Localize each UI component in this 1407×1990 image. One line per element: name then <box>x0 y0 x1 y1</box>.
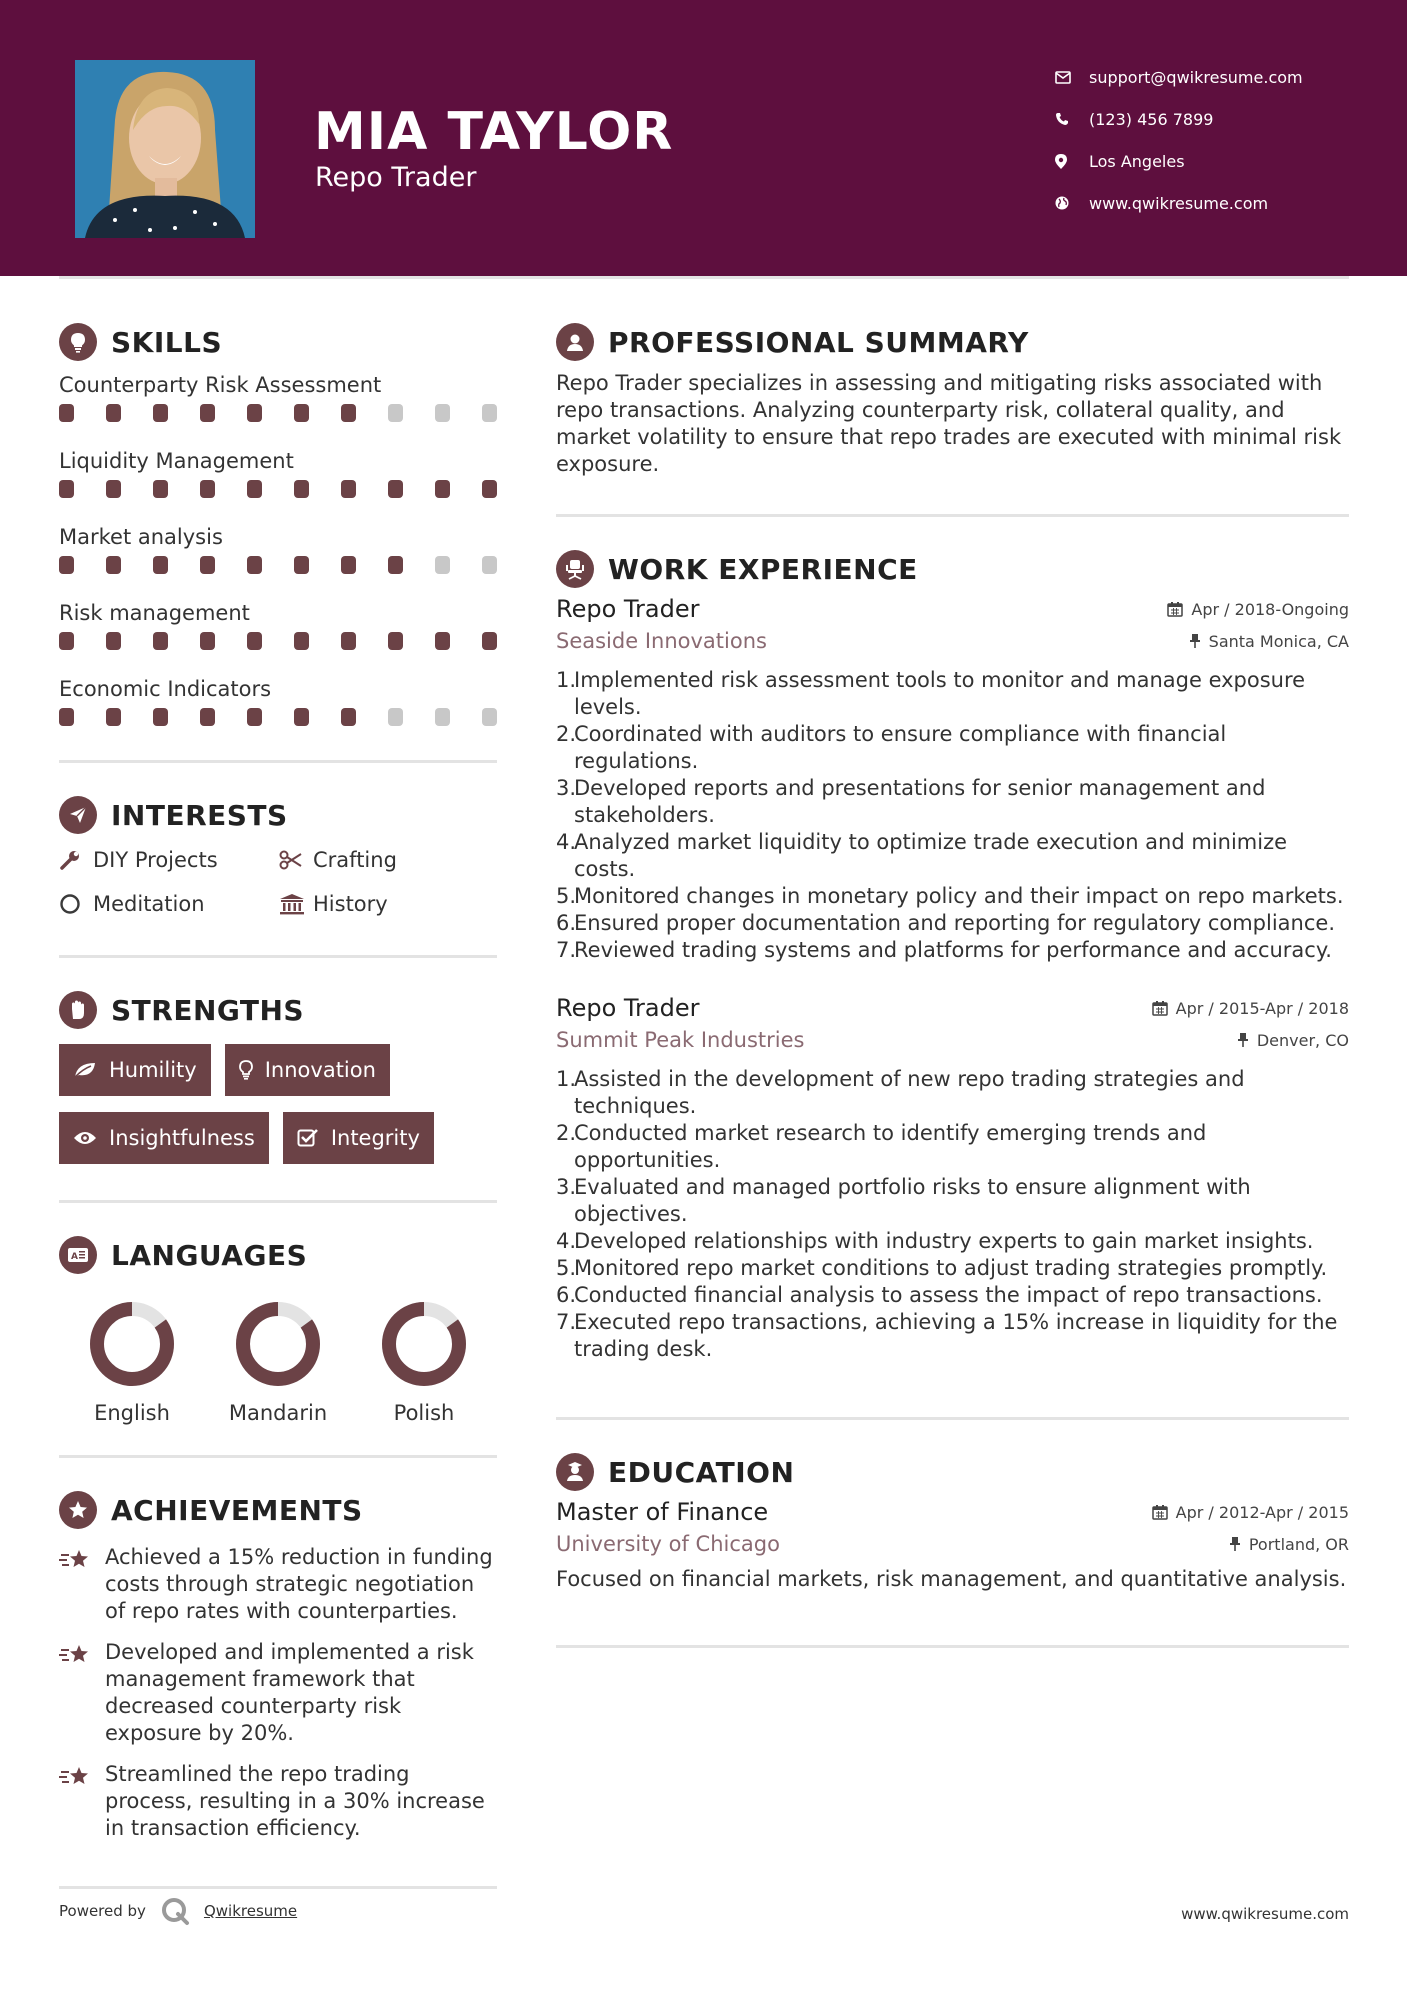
language-proficiency-ring <box>381 1301 467 1387</box>
job-bullets <box>556 667 1349 964</box>
envelope-icon <box>1055 71 1089 84</box>
job-bullet: 1. Assisted in the development of new repo trading strategies and techniques. <box>556 1067 1245 1118</box>
strength-label: Humility <box>109 1058 197 1082</box>
skill-dot-filled <box>341 556 356 574</box>
strength-label: Insightfulness <box>109 1126 255 1150</box>
job-company: Summit Peak Industries <box>556 1028 805 1052</box>
skill-dot-filled <box>482 480 497 498</box>
skill-dot-filled <box>294 632 309 650</box>
language-name: Mandarin <box>228 1401 328 1425</box>
skill-dot-filled <box>341 480 356 498</box>
job-bullet: 3. Developed reports and presentations for senior management and stakeholders. <box>556 776 1266 827</box>
shooting-star-icon <box>59 1761 105 1842</box>
strengths-heading <box>59 986 497 1034</box>
job-entry <box>556 994 1349 1363</box>
job-subheader <box>556 629 1349 653</box>
skill-item <box>59 520 497 594</box>
job-bullet: 5. Monitored changes in monetary policy and their impact on repo markets. <box>556 884 1344 908</box>
skill-dot-filled <box>388 632 403 650</box>
skill-dot-filled <box>59 480 74 498</box>
skill-dot-filled <box>435 632 450 650</box>
resume-header <box>0 0 1407 276</box>
right-column <box>556 318 1349 1648</box>
office-chair-icon <box>556 550 594 588</box>
interest-item <box>59 845 279 875</box>
job-location-text: Santa Monica, CA <box>1208 631 1349 651</box>
section-divider <box>556 1645 1349 1648</box>
contact-email[interactable] <box>1055 56 1375 98</box>
experience-heading <box>556 545 1349 593</box>
language-proficiency-ring <box>89 1301 175 1387</box>
education-title: EDUCATION <box>608 1455 795 1489</box>
job-bullet: 4. Analyzed market liquidity to optimize trade execution and minimize costs. <box>556 830 1288 881</box>
job-title: Repo Trader <box>556 595 700 623</box>
skill-rating <box>59 402 497 442</box>
strength-chip <box>283 1112 434 1164</box>
skill-name: Market analysis <box>59 525 223 549</box>
education-dates <box>1152 1503 1349 1522</box>
interest-label: Meditation <box>93 892 205 916</box>
interest-label: Crafting <box>313 848 397 872</box>
languages-title: LANGUAGES <box>111 1238 308 1272</box>
pushpin-icon <box>1229 1536 1241 1552</box>
skill-dot-filled <box>106 708 121 726</box>
achievement-text: Developed and implemented a risk management framework that decreased counterparty risk exposure by 20%. <box>105 1640 474 1745</box>
job-header <box>556 595 1349 623</box>
skill-dot-filled <box>200 480 215 498</box>
skill-dot-filled <box>294 480 309 498</box>
calendar-icon <box>1152 1000 1168 1016</box>
job-bullet: 7. Executed repo transactions, achieving a 15% increase in liquidity for the trading desk. <box>556 1310 1338 1361</box>
powered-by <box>59 1896 297 1926</box>
star-badge-icon <box>59 1491 97 1529</box>
job-bullet: 4. Developed relationships with industry experts to gain market insights. <box>556 1229 1314 1253</box>
job-entry <box>556 595 1349 964</box>
skill-dot-filled <box>247 708 262 726</box>
experience-title: WORK EXPERIENCE <box>608 552 918 586</box>
skill-dot-filled <box>435 480 450 498</box>
job-bullet: 2. Coordinated with auditors to ensure compliance with financial regulations. <box>556 722 1227 773</box>
contact-list <box>1055 56 1375 224</box>
education-header <box>556 1498 1349 1526</box>
skill-dot-empty <box>482 708 497 726</box>
achievement-item <box>59 1639 497 1747</box>
education-school: University of Chicago <box>556 1532 780 1556</box>
job-date-text: Apr / 2015-Apr / 2018 <box>1175 998 1349 1018</box>
job-company: Seaside Innovations <box>556 629 767 653</box>
lightbulb-icon <box>59 323 97 361</box>
job-bullet: 7. Reviewed trading systems and platforms for performance and accuracy. <box>556 938 1332 962</box>
language-icon <box>59 1236 97 1274</box>
job-bullet: 1. Implemented risk assessment tools to monitor and manage exposure levels. <box>556 668 1306 719</box>
calendar-icon <box>1152 1504 1168 1520</box>
skill-dot-filled <box>388 480 403 498</box>
contact-email-text: support@qwikresume.com <box>1089 67 1303 87</box>
footer-website-link[interactable]: www.qwikresume.com <box>1181 1905 1349 1923</box>
shooting-star-icon <box>59 1639 105 1747</box>
job-subheader <box>556 1028 1349 1052</box>
strength-label: Innovation <box>264 1058 376 1082</box>
qwikresume-logo-icon <box>160 1896 190 1926</box>
left-column <box>59 318 497 1842</box>
skill-item <box>59 368 497 442</box>
skill-dot-filled <box>106 404 121 422</box>
wrench-icon <box>59 849 93 871</box>
skill-dot-filled <box>153 708 168 726</box>
globe-icon <box>1055 196 1089 210</box>
candidate-role: Repo Trader <box>315 162 477 193</box>
bank-icon <box>279 893 313 915</box>
summary-text: Repo Trader specializes in assessing and mitigating risks associated with repo transactions. Analyzing counterparty risk, collateral quality, and market volatility to ensure that repo trades are executed with minimal risk exposure. <box>556 371 1342 476</box>
skill-dot-filled <box>247 556 262 574</box>
svg-text:A: A <box>71 1252 78 1262</box>
interest-item <box>279 889 497 919</box>
powered-label: Powered by <box>59 1902 146 1920</box>
hand-icon <box>59 991 97 1029</box>
language-item <box>59 1301 205 1425</box>
skill-rating <box>59 554 497 594</box>
job-header <box>556 994 1349 1022</box>
skill-item <box>59 444 497 518</box>
summary-title: PROFESSIONAL SUMMARY <box>608 325 1029 359</box>
strength-label: Integrity <box>330 1126 420 1150</box>
graduate-icon <box>556 1453 594 1491</box>
achievements-list <box>59 1544 497 1842</box>
achievement-text: Streamlined the repo trading process, resulting in a 30% increase in transaction efficiency. <box>105 1762 485 1840</box>
circle-icon <box>59 893 93 915</box>
language-proficiency-ring <box>235 1301 321 1387</box>
skill-rating <box>59 478 497 518</box>
skill-dot-filled <box>294 404 309 422</box>
skill-dot-filled <box>388 556 403 574</box>
skill-dot-filled <box>59 404 74 422</box>
strength-chip <box>59 1044 211 1096</box>
skill-dot-filled <box>153 404 168 422</box>
education-location <box>1229 1535 1349 1554</box>
skill-dot-filled <box>59 632 74 650</box>
profile-photo <box>75 60 255 238</box>
skills-list <box>59 368 497 746</box>
skill-dot-filled <box>482 632 497 650</box>
contact-location-text: Los Angeles <box>1089 151 1185 171</box>
section-divider <box>59 1455 497 1458</box>
skill-dot-filled <box>59 708 74 726</box>
skill-dot-empty <box>388 404 403 422</box>
skills-heading <box>59 318 497 366</box>
education-subheader <box>556 1532 1349 1556</box>
skill-item <box>59 596 497 670</box>
language-name: English <box>94 1401 170 1425</box>
achievement-text: Achieved a 15% reduction in funding costs through strategic negotiation of repo rates with counterparties. <box>105 1545 493 1623</box>
skill-dot-empty <box>435 556 450 574</box>
section-divider <box>59 955 497 958</box>
languages-list <box>59 1301 497 1425</box>
section-divider <box>556 1417 1349 1420</box>
job-location <box>1237 1031 1349 1050</box>
contact-location <box>1055 140 1375 182</box>
job-location <box>1189 632 1349 651</box>
phone-icon <box>1055 112 1089 126</box>
skill-dot-empty <box>435 708 450 726</box>
skill-dot-filled <box>106 556 121 574</box>
skill-dot-filled <box>200 632 215 650</box>
skill-dot-filled <box>59 556 74 574</box>
job-location-text: Denver, CO <box>1256 1030 1349 1050</box>
summary-heading <box>556 318 1349 366</box>
job-dates <box>1152 999 1349 1018</box>
languages-heading <box>59 1231 497 1279</box>
skill-dot-filled <box>294 556 309 574</box>
job-bullet: 6. Conducted financial analysis to assess the impact of repo transactions. <box>556 1283 1323 1307</box>
job-date-text: Apr / 2018-Ongoing <box>1191 599 1349 619</box>
contact-phone[interactable] <box>1055 98 1375 140</box>
job-bullet: 5. Monitored repo market conditions to adjust trading strategies promptly. <box>556 1256 1328 1280</box>
interests-heading <box>59 791 497 839</box>
section-divider <box>556 514 1349 517</box>
skill-dot-filled <box>341 632 356 650</box>
eye-icon <box>73 1130 97 1146</box>
job-bullet: 2. Conducted market research to identify emerging trends and opportunities. <box>556 1121 1207 1172</box>
job-dates <box>1167 600 1349 619</box>
education-location-text: Portland, OR <box>1248 1534 1349 1554</box>
profile-photo-image <box>75 60 255 238</box>
skill-dot-filled <box>341 708 356 726</box>
skill-rating <box>59 630 497 670</box>
education-entry <box>556 1498 1349 1593</box>
scissors-icon <box>279 850 313 870</box>
interest-item <box>59 889 279 919</box>
job-bullet: 3. Evaluated and managed portfolio risks to ensure alignment with objectives. <box>556 1175 1251 1226</box>
section-divider <box>59 1200 497 1203</box>
pushpin-icon <box>1189 633 1201 649</box>
contact-website[interactable] <box>1055 182 1375 224</box>
skill-dot-filled <box>200 708 215 726</box>
achievement-item <box>59 1761 497 1842</box>
skill-dot-filled <box>153 632 168 650</box>
skill-name: Liquidity Management <box>59 449 294 473</box>
calendar-icon <box>1167 601 1183 617</box>
strengths-title: STRENGTHS <box>111 993 305 1027</box>
pushpin-icon <box>1237 1032 1249 1048</box>
contact-phone-text: (123) 456 7899 <box>1089 109 1214 129</box>
leaf-icon <box>73 1061 97 1079</box>
candidate-name: MIA TAYLOR <box>314 102 674 162</box>
section-divider <box>59 760 497 763</box>
education-date-text: Apr / 2012-Apr / 2015 <box>1175 1502 1349 1522</box>
job-bullets <box>556 1066 1349 1363</box>
skill-name: Counterparty Risk Assessment <box>59 373 382 397</box>
interests-title: INTERESTS <box>111 798 288 832</box>
skill-dot-filled <box>294 708 309 726</box>
skill-dot-empty <box>482 404 497 422</box>
skill-dot-empty <box>482 556 497 574</box>
qwikresume-link[interactable]: Qwikresume <box>203 1902 298 1920</box>
education-description: Focused on financial markets, risk management, and quantitative analysis. <box>556 1567 1347 1591</box>
user-icon <box>556 323 594 361</box>
footer-divider <box>59 1886 497 1889</box>
skill-dot-filled <box>247 480 262 498</box>
language-item <box>351 1301 497 1425</box>
skill-dot-empty <box>435 404 450 422</box>
strength-chip <box>225 1044 390 1096</box>
skill-dot-filled <box>247 632 262 650</box>
skill-dot-filled <box>106 632 121 650</box>
header-divider <box>59 276 1349 279</box>
job-title: Repo Trader <box>556 994 700 1022</box>
skill-item <box>59 672 497 746</box>
skill-dot-filled <box>247 404 262 422</box>
education-degree: Master of Finance <box>556 1498 769 1526</box>
contact-website-text: www.qwikresume.com <box>1089 193 1269 213</box>
skill-dot-filled <box>200 556 215 574</box>
skill-dot-filled <box>106 480 121 498</box>
skill-name: Risk management <box>59 601 250 625</box>
skills-title: SKILLS <box>111 325 223 359</box>
education-heading <box>556 1448 1349 1496</box>
skill-dot-filled <box>200 404 215 422</box>
achievements-heading <box>59 1486 497 1534</box>
job-bullet: 6. Ensured proper documentation and reporting for regulatory compliance. <box>556 911 1336 935</box>
skill-name: Economic Indicators <box>59 677 272 701</box>
skill-dot-filled <box>341 404 356 422</box>
shooting-star-icon <box>59 1544 105 1625</box>
language-name: Polish <box>393 1401 455 1425</box>
lightbulb-icon <box>239 1060 253 1080</box>
interest-label: History <box>313 892 388 916</box>
skill-dot-empty <box>388 708 403 726</box>
map-pin-icon <box>1055 154 1089 169</box>
interests-list <box>59 845 497 919</box>
language-item <box>205 1301 351 1425</box>
skill-dot-filled <box>153 480 168 498</box>
skill-rating <box>59 706 497 746</box>
achievements-title: ACHIEVEMENTS <box>111 1493 363 1527</box>
achievement-item <box>59 1544 497 1625</box>
strength-chip <box>59 1112 269 1164</box>
paper-plane-icon <box>59 796 97 834</box>
checkbox-icon <box>297 1128 319 1148</box>
interest-item <box>279 845 497 875</box>
skill-dot-filled <box>153 556 168 574</box>
strengths-list <box>59 1044 497 1164</box>
interest-label: DIY Projects <box>93 848 218 872</box>
